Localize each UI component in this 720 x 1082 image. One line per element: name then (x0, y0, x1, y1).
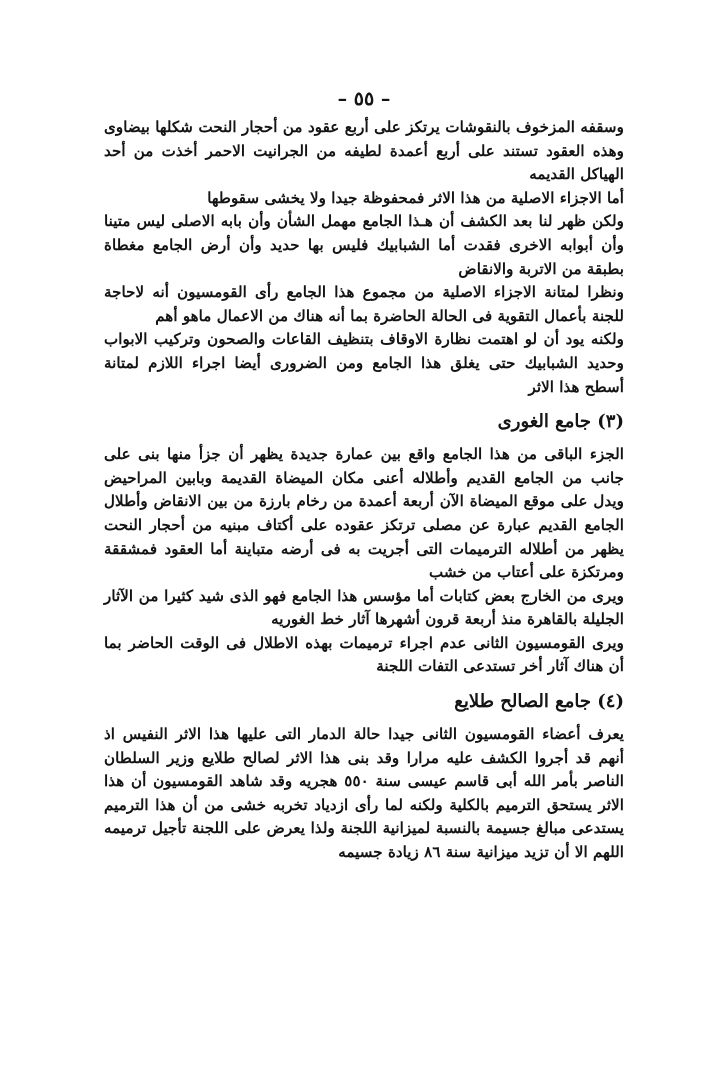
page-number: – ٥٥ – (337, 88, 391, 110)
intro-section (104, 116, 624, 399)
section-ghuri-mosque (104, 443, 624, 679)
paragraph: وسقفه المزخوف بالنقوشات يرتكز على أربع عقود من أحجار النحت شكلها بيضاوى وهذه العقود تستند على أربع أعمدة لطيفه من الجرانيت الاحمر أخذت من أحد الهياكل القديمه (104, 118, 624, 184)
paragraph: ولكن ظهر لنا بعد الكشف أن هـذا الجامع مهمل الشأن وأن بابه الاصلى ليس متينا وأن أبوابه الاخرى فقدت أما الشبابيك فليس بها حديد وأن أرض الجامع مغطاة بطبقة من الاتربة والانقاض (104, 212, 624, 278)
paragraph: ونظرا لمتانة الاجزاء الاصلية من مجموع هذا الجامع رأى القومسيون أنه لاحاجة للجنة بأعمال التقوية فى الحالة الحاضرة بما أنه هناك من الاعمال ماهو أهم (104, 283, 624, 325)
section-heading-salih-talai-mosque: (٤) جامع الصالح طلايع (454, 691, 624, 713)
document-body (104, 116, 624, 865)
section-salih-talai-mosque (104, 723, 624, 865)
paragraph: يعرف أعضاء القومسيون الثانى جيدا حالة الدمار التى عليها هذا الاثر النفيس اذ أنهم قد أجروا الكشف عليه مرارا وقد بنى هذا الاثر لصالح طلايع وزير السلطان الناصر بأمر الله أبى قاسم عيسى سنة ٥٥٠ هجريه وقد شاهد القومسيون أن هذا الاثر يستحق الترميم بالكلية ولكنه لما رأى ازدياد تخربه خشى من أن هذا الترميم يستدعى مبالغ جسيمة بالنسبة لميزانية اللجنة ولذا يعرض على اللجنة تأجيل ترميمه اللهم الا أن تزيد ميزانية سنة ٨٦ زيادة جسيمه (104, 725, 624, 862)
section-heading-ghuri-mosque: (٣) جامع الغورى (497, 411, 624, 433)
paragraph: الجزء الباقى من هذا الجامع واقع بين عمارة جديدة يظهر أن جزأ منها بنى على جانب من الجامع القديم وأطلاله أعنى مكان الميضاة القديمة وبابين المراحيض ويدل على موقع الميضاة الآن أربعة أعمدة من رخام بارزة من بين الانقاض وأطلال الجامع القديم عبارة عن مصلى ترتكز عقوده على أكتاف مبنيه من أحجار النحت يظهر من أطلاله الترميمات التى أجريت به فى أرضه متباينة أما العقود فمشققة ومرتكزة على أعتاب من خشب (104, 445, 624, 582)
paragraph: ويرى من الخارج بعض كتابات أما مؤسس هذا الجامع فهو الذى شيد كثيرا من الآثار الجليلة بالقاهرة منذ أربعة قرون أشهرها آثار خط الغوريه (104, 586, 624, 629)
paragraph: ولكنه يود أن لو اهتمت نظارة الاوقاف بتنظيف القاعات والصحون وتركيب الابواب وحديد الشبابيك حتى يغلق هذا الجامع ومن الضرورى أيضا اجراء اللازم لمتانة أسطح هذا الاثر (104, 330, 624, 396)
paragraph: ويرى القومسيون الثانى عدم اجراء ترميمات بهذه الاطلال فى الوقت الحاضر بما أن هناك آثار أخر تستدعى التفات اللجنة (104, 633, 624, 676)
paragraph: أما الاجزاء الاصلية من هذا الاثر فمحفوظة جيدا ولا يخشى سقوطها (207, 188, 624, 207)
